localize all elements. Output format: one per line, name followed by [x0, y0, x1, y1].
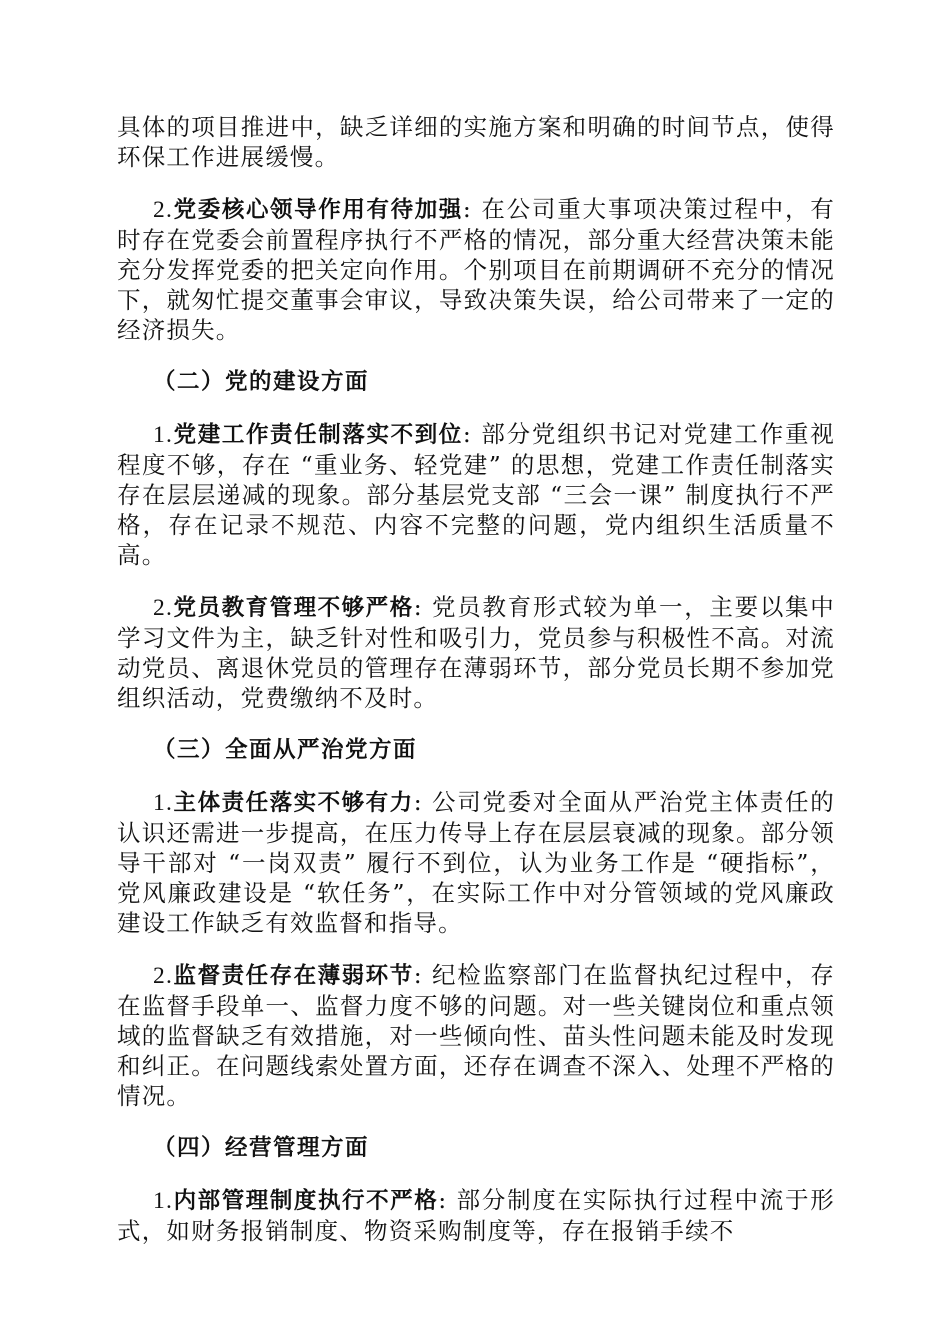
item-title: 党员教育管理不够严格	[173, 595, 414, 621]
item-title: 监督责任存在薄弱环节	[173, 963, 414, 989]
item-number: 2.	[153, 595, 174, 621]
item-number: 2.	[153, 963, 174, 989]
paragraph-text: : 部分党组织书记对党建工作重视程度不够，存在 “重业务、轻党建” 的思想，党建工作责任制落实存在层层递减的现象。部分基层党支部 “三会一课” 制度执行不严格，存在记录不规范、内容不完整的问题，党内组织生活质量不高。	[117, 420, 835, 569]
paragraph-text: : 公司党委对全面从严治党主体责任的认识还需进一步提高，在压力传导上存在层层衰减的现象。部分领导干部对 “一岗双责” 履行不到位，认为业务工作是 “硬指标”，党风廉政建设是 “软任务”，在实际工作中对分管领域的党风廉政建设工作缺乏有效监督和指导。	[117, 788, 835, 937]
item-number: 2.	[153, 197, 174, 223]
paragraph-continuation	[117, 112, 835, 172]
section-heading-party-building: （二）党的建设方面	[153, 369, 370, 395]
item-title: 内部管理制度执行不严格	[173, 1188, 439, 1214]
item-title: 党委核心领导作用有待加强	[173, 197, 463, 223]
paragraph-text: : 纪检监察部门在监督执纪过程中，存在监督手段单一、监督力度不够的问题。对一些关键岗位和重点领域的监督缺乏有效措施，对一些倾向性、苗头性问题未能及时发现和纠正。在问题线索处置方面，还存在调查不深入、处理不严格的情况。	[117, 961, 835, 1110]
paragraph-supervision-responsibility	[117, 960, 835, 1111]
section-heading-strict-governance: （三）全面从严治党方面	[153, 737, 418, 763]
paragraph-text: : 部分制度在实际执行过程中流于形式，如财务报销制度、物资采购制度等，存在报销手续不	[117, 1186, 835, 1245]
paragraph-internal-management	[117, 1185, 835, 1246]
item-number: 1.	[153, 790, 174, 816]
paragraph-principal-responsibility	[117, 787, 835, 938]
section-heading-operations-management: （四）经营管理方面	[153, 1135, 370, 1161]
paragraph-text: 具体的项目推进中，缺乏详细的实施方案和明确的时间节点，使得环保工作进展缓慢。	[117, 113, 835, 171]
item-title: 党建工作责任制落实不到位	[173, 422, 463, 448]
paragraph-party-committee-leadership	[117, 194, 835, 345]
paragraph-party-building-responsibility	[117, 419, 835, 570]
item-number: 1.	[153, 1188, 174, 1214]
paragraph-text: : 在公司重大事项决策过程中，有时存在党委会前置程序执行不严格的情况，部分重大经营决策未能充分发挥党委的把关定向作用。个别项目在前期调研不充分的情况下，就匆忙提交董事会审议，导致决策失误，给公司带来了一定的经济损失。	[117, 195, 835, 344]
item-title: 主体责任落实不够有力	[173, 790, 414, 816]
document-page	[117, 112, 835, 1268]
paragraph-text: : 党员教育形式较为单一，主要以集中学习文件为主，缺乏针对性和吸引力，党员参与积极性不高。对流动党员、离退休党员的管理存在薄弱环节，部分党员长期不参加党组织活动，党费缴纳不及时。	[117, 593, 835, 712]
paragraph-member-education	[117, 592, 835, 713]
item-number: 1.	[153, 422, 174, 448]
